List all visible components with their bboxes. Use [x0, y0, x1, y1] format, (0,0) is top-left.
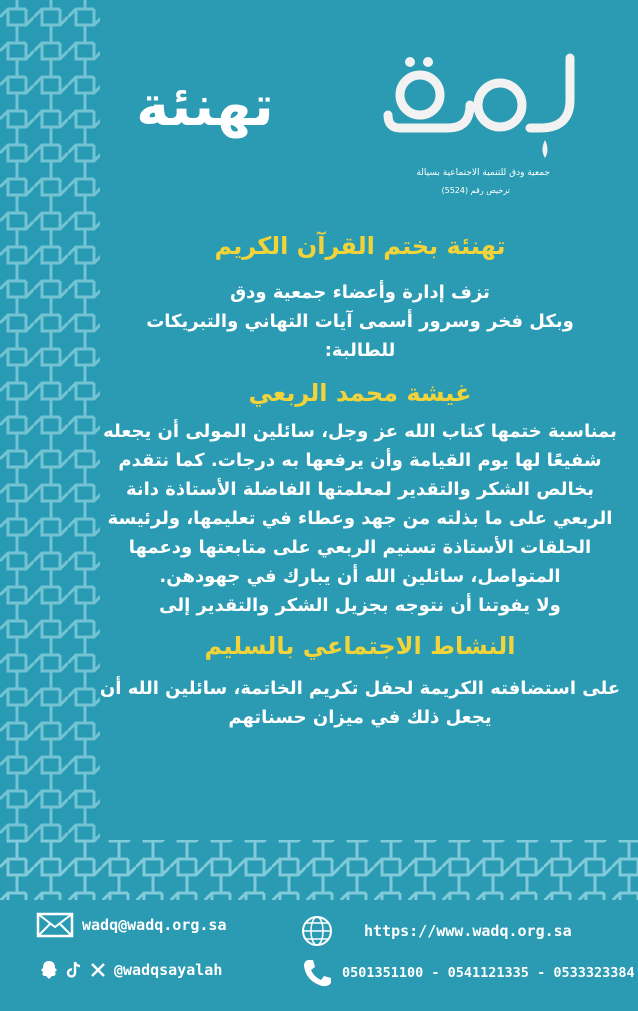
phone-icon: [300, 956, 334, 990]
mail-icon: [36, 912, 74, 938]
congrats-heading: تهنئة: [136, 74, 274, 139]
globe-icon: [300, 914, 334, 948]
intro-line-2: وبكل فخر وسرور أسمى آيات التهاني والتبريكات: [146, 311, 574, 332]
email-text: wadq@wadq.org.sa: [82, 916, 227, 934]
logo-area: [340, 40, 610, 220]
phone-numbers: 0501351100 - 0541121335 - 0533323384: [342, 965, 635, 981]
student-name: غيشة محمد الربعي: [248, 379, 472, 407]
entity-name: النشاط الاجتماعي بالسليم: [204, 632, 516, 660]
license-number: ترخيص رقم (5524): [441, 186, 510, 195]
org-name: جمعية ودق للتنمية الاجتماعية بسيالة: [416, 168, 550, 178]
paragraph-3: على استضافته الكريمة لحفل تكريم الخاتمة، سائلين الله أن يجعل ذلك في ميزان حسناتهم: [99, 678, 621, 728]
snapchat-icon: [40, 960, 58, 980]
website-contact[interactable]: [300, 914, 572, 948]
wadq-logo: [380, 50, 580, 165]
footer: [0, 900, 638, 1011]
announcement-title: تهنئة بختم القرآن الكريم: [214, 232, 506, 260]
phone-contact[interactable]: [300, 956, 635, 990]
main-content: [95, 232, 625, 732]
email-contact[interactable]: [36, 912, 227, 938]
website-text: https://www.wadq.org.sa: [364, 922, 572, 940]
intro-line-3: للطالبة:: [324, 340, 396, 361]
paragraph-1: بمناسبة ختمها كتاب الله عز وجل، سائلين المولى أن يجعله شفيعًا لها يوم القيامة وأن يرفعها به درجات. كما نتقدم بخالص الشكر والتقدير لمعلمتها الفاضلة الأستاذة دانة الربعي على ما بذلته من جهد وعطاء في تعليمها، ولرئيسة الحلقات الأستاذة تسنيم الربعي على متابعتها ودعمها المتواصل، سائلين الله أن يبارك في جهودهن.: [103, 421, 617, 587]
tiktok-icon: [66, 961, 82, 979]
social-handle: @wadqsayalah: [114, 961, 223, 979]
x-icon: [90, 962, 106, 978]
social-contact[interactable]: [40, 960, 222, 980]
intro-line-1: تزف إدارة وأعضاء جمعية ودق: [230, 282, 490, 303]
paragraph-2: ولا يفوتنا أن نتوجه بجزيل الشكر والتقدير إلى: [159, 595, 561, 616]
